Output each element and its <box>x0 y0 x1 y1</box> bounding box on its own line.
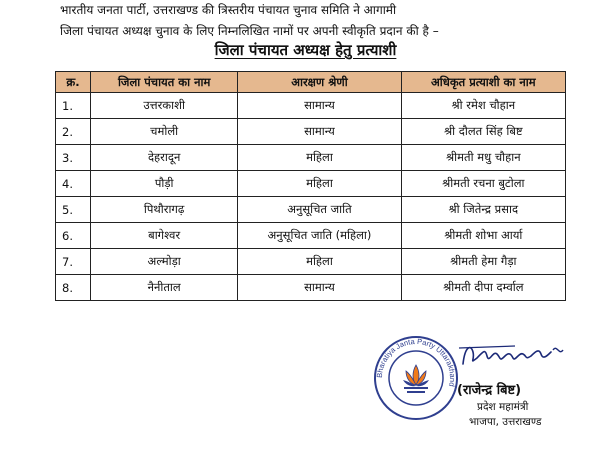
lotus-icon <box>403 365 429 393</box>
intro-paragraph <box>60 0 565 42</box>
seal-text: Bharatiya Janta Party Uttarakhand <box>374 336 458 388</box>
cell-reservation: महिला <box>238 249 401 275</box>
cell-reservation: सामान्य <box>238 93 401 119</box>
cell-district: अल्मोड़ा <box>91 249 238 275</box>
cell-reservation: अनुसूचित जाति <box>238 197 401 223</box>
cell-district: उत्तरकाशी <box>91 93 238 119</box>
cell-reservation: महिला <box>238 145 401 171</box>
document-heading <box>0 40 611 60</box>
cell-serial: 2. <box>56 119 91 145</box>
cell-candidate: श्रीमती शोभा आर्या <box>401 223 565 249</box>
heading-text: जिला पंचायत अध्यक्ष हेतु प्रत्याशी <box>214 41 397 59</box>
cell-serial: 5. <box>56 197 91 223</box>
signatory-name: (राजेन्द्र बिष्ट) <box>457 383 522 398</box>
table-row <box>56 93 566 119</box>
table-row <box>56 249 566 275</box>
header-district: जिला पंचायत का नाम <box>91 72 238 93</box>
header-reservation: आरक्षण श्रेणी <box>238 72 401 93</box>
cell-reservation: अनुसूचित जाति (महिला) <box>238 223 401 249</box>
cell-candidate: श्री रमेश चौहान <box>401 93 565 119</box>
cell-reservation: सामान्य <box>238 275 401 301</box>
cell-serial: 4. <box>56 171 91 197</box>
cell-reservation: महिला <box>238 171 401 197</box>
cell-district: बागेश्वर <box>91 223 238 249</box>
header-candidate: अधिकृत प्रत्याशी का नाम <box>401 72 565 93</box>
cell-candidate: श्रीमती रचना बुटोला <box>401 171 565 197</box>
table-header-row <box>56 72 566 93</box>
table-row <box>56 197 566 223</box>
cell-serial: 7. <box>56 249 91 275</box>
header-serial: क्र. <box>56 72 91 93</box>
table-row <box>56 119 566 145</box>
cell-district: नैनीताल <box>91 275 238 301</box>
cell-district: पौड़ी <box>91 171 238 197</box>
table-row <box>56 171 566 197</box>
cell-candidate: श्रीमती हेमा गैड़ा <box>401 249 565 275</box>
signatory-title: प्रदेश महामंत्री <box>477 401 529 413</box>
cell-district: चमोली <box>91 119 238 145</box>
cell-district: पिथौरागढ़ <box>91 197 238 223</box>
cell-serial: 6. <box>56 223 91 249</box>
cell-candidate: श्री जितेन्द्र प्रसाद <box>401 197 565 223</box>
table-row <box>56 145 566 171</box>
handwritten-signature <box>455 338 575 372</box>
intro-line-1: भारतीय जनता पार्टी, उत्तराखण्ड की त्रिस्तरीय पंचायत चुनाव समिति ने आगामी <box>60 3 397 17</box>
candidate-table <box>55 71 566 301</box>
table-row <box>56 275 566 301</box>
cell-reservation: सामान्य <box>238 119 401 145</box>
cell-candidate: श्रीमती मधु चौहान <box>401 145 565 171</box>
cell-serial: 3. <box>56 145 91 171</box>
table-row <box>56 223 566 249</box>
cell-candidate: श्री दौलत सिंह बिष्ट <box>401 119 565 145</box>
party-seal-stamp <box>373 335 459 421</box>
cell-district: देहरादून <box>91 145 238 171</box>
cell-candidate: श्रीमती दीपा दर्म्वाल <box>401 275 565 301</box>
signatory-org: भाजपा, उत्तराखण्ड <box>469 416 542 428</box>
signature-block <box>455 338 595 429</box>
cell-serial: 8. <box>56 275 91 301</box>
cell-serial: 1. <box>56 93 91 119</box>
intro-line-2: जिला पंचायत अध्यक्ष चुनाव के लिए निम्नलिखित नामों पर अपनी स्वीकृति प्रदान की है – <box>60 24 439 38</box>
